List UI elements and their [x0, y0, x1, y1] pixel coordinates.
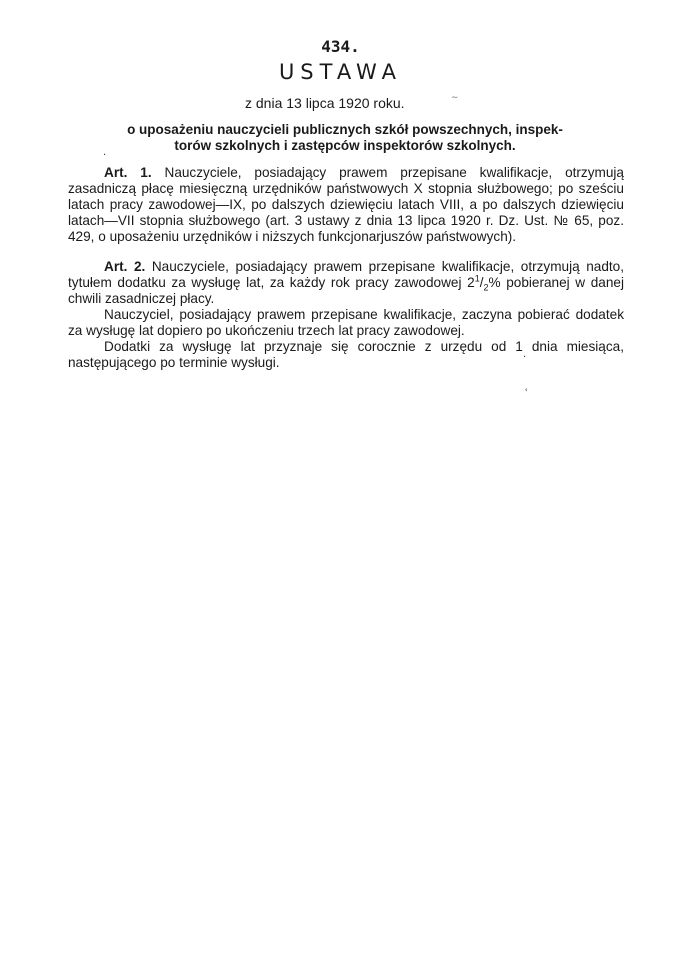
document-body: [68, 165, 624, 371]
ink-mark: ·: [523, 352, 527, 363]
article-2: Art. 2. Nauczyciele, posiadający prawem przepisane kwalifikacje, otrzymują nadto, tytułem dodatku za wysługę lat, za każdy rok pracy zawodowej $2^1/_2\%$ pobieranej w danej chwili zasadniczej płacy.: [68, 259, 625, 306]
fraction-denominator: 2: [483, 282, 489, 293]
article-2-paragraph-3: Dodatki za wysługę lat przyznaje się corocznie z urzędu od 1 dnia miesiąca, następującego po terminie wysługi.: [68, 339, 624, 370]
document-date: z dnia 13 lipca 1920 roku.: [245, 95, 405, 111]
article-2-text-before: Nauczyciele, posiadający prawem przepisane kwalifikacje, otrzymują nadto, tytułem dodatku za wysługę lat, za każdy rok pracy zawodowej 2: [68, 259, 625, 290]
article-2-label: Art. 2.: [104, 259, 146, 274]
article-2-paragraph-2: Nauczyciel, posiadający prawem przepisane kwalifikacje, zaczyna pobierać dodatek za wysługę lat dopiero po ukończeniu trzech lat pracy zawodowej.: [68, 307, 624, 338]
ink-mark: ʿ: [525, 388, 529, 399]
document-title: USTAWA: [278, 60, 403, 84]
fraction-numerator: 1: [474, 273, 480, 284]
article-1-text: Nauczyciele, posiadający prawem przepisane kwalifikacje, otrzymują zasadniczą płacę miesięczną urzędników państwowych X stopnia służbowego; po sześciu latach pracy zawodowej—IX, po dalszych dziewięciu latach VIII, a po dalszych dziewięciu latach—VII stopnia służbowego (art. 3 ustawy z dnia 13 lipca 1920 r. Dz. Ust. № 65, poz. 429, o uposażeniu urzędników i niższych funkcjonarjuszów państwowych).: [68, 165, 624, 244]
subject-line-2: torów szkolnych i zastępców inspektorów szkolnych.: [174, 138, 516, 153]
article-1: [68, 165, 624, 245]
ink-mark: ·: [103, 150, 107, 161]
act-number: 434.: [321, 37, 360, 56]
article-1-label: Art. 1.: [104, 165, 152, 180]
article-2-text-after: pobieranej w danej chwili zasadniczej płacy.: [68, 275, 624, 306]
ink-speck: ∼: [451, 93, 459, 103]
percent-sign: %: [488, 275, 501, 290]
subject-line-1: o uposażeniu nauczycieli publicznych szkół powszechnych, inspek-: [127, 122, 563, 137]
document-subject: [68, 122, 622, 154]
